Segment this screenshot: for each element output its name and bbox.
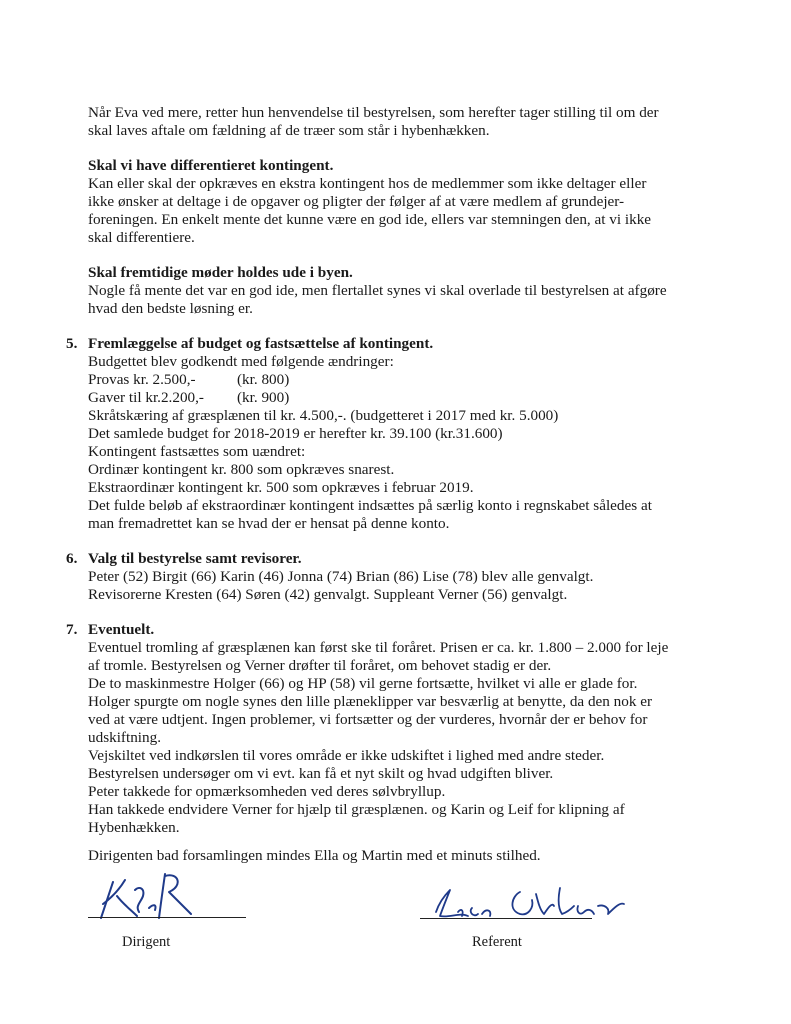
s5-line-8: Ekstraordinær kontingent kr. 500 som opkræves i februar 2019. bbox=[88, 479, 474, 496]
closing-line: Dirigenten bad forsamlingen mindes Ella og Martin med et minuts stilhed. bbox=[88, 847, 541, 864]
s5-line-2a: Provas kr. 2.500,- bbox=[88, 371, 196, 388]
s7-line-11: Hybenhækken. bbox=[88, 819, 180, 836]
s7-heading: Eventuelt. bbox=[88, 621, 155, 638]
diff-line-1: Kan eller skal der opkræves en ekstra kontingent hos de medlemmer som ikke deltager eller bbox=[88, 175, 647, 192]
meetings-heading: Skal fremtidige møder holdes ude i byen. bbox=[88, 264, 353, 281]
s7-line-1: Eventuel tromling af græsplænen kan først ske til foråret. Prisen er ca. kr. 1.800 – 2.000 for leje bbox=[88, 639, 669, 656]
dirigent-signature-line bbox=[88, 917, 246, 918]
s7-line-4: Holger spurgte om nogle synes den lille plæneklipper var besværlig at benytte, da den nok er bbox=[88, 693, 653, 710]
s5-number: 5. bbox=[66, 335, 78, 352]
s5-line-6: Kontingent fastsættes som uændret: bbox=[88, 443, 306, 460]
s5-line-1: Budgettet blev godkendt med følgende ændringer: bbox=[88, 353, 394, 370]
intro-line-2: skal laves aftale om fældning af de træer som står i hybenhækken. bbox=[88, 122, 490, 139]
dirigent-signature bbox=[95, 868, 210, 928]
s6-line-2: Revisorerne Kresten (64) Søren (42) genvalgt. Suppleant Verner (56) genvalgt. bbox=[88, 586, 568, 603]
s7-line-3: De to maskinmestre Holger (66) og HP (58) vil gerne fortsætte, hvilket vi alle er glade for. bbox=[88, 675, 638, 692]
meetings-line-1: Nogle få mente det var en god ide, men flertallet synes vi skal overlade til bestyrelsen at afgøre bbox=[88, 282, 667, 299]
s7-line-8: Bestyrelsen undersøger om vi evt. kan få et nyt skilt og hvad udgiften bliver. bbox=[88, 765, 554, 782]
diff-line-2: ikke ønsker at deltage i de opgaver og pligter der følger af at være medlem af grundejer- bbox=[88, 193, 625, 210]
s7-line-9: Peter takkede for opmærksomheden ved deres sølvbryllup. bbox=[88, 783, 446, 800]
s6-heading: Valg til bestyrelse samt revisorer. bbox=[88, 550, 302, 567]
s5-line-7: Ordinær kontingent kr. 800 som opkræves snarest. bbox=[88, 461, 395, 478]
s5-line-5: Det samlede budget for 2018-2019 er herefter kr. 39.100 (kr.31.600) bbox=[88, 425, 503, 442]
referent-label: Referent bbox=[472, 934, 522, 950]
s5-line-9: Det fulde beløb af ekstraordinær kontingent indsættes på særlig konto i regnskabet således at bbox=[88, 497, 652, 514]
s5-line-3a: Gaver til kr.2.200,- bbox=[88, 389, 204, 406]
referent-signature-line bbox=[420, 918, 592, 919]
s7-line-6: udskiftning. bbox=[88, 729, 161, 746]
intro-line-1: Når Eva ved mere, retter hun henvendelse til bestyrelsen, som herefter tager stilling til om der bbox=[88, 104, 659, 121]
meetings-line-2: hvad den bedste løsning er. bbox=[88, 300, 253, 317]
dirigent-label: Dirigent bbox=[122, 934, 171, 950]
s7-line-5: ved at være udtjent. Ingen problemer, vi fortsætter og der vurderes, hvornår der er behov for bbox=[88, 711, 648, 728]
diff-line-3: foreningen. En enkelt mente det kunne være en god ide, ellers var stemningen den, at vi ikke bbox=[88, 211, 652, 228]
diff-line-4: skal differentiere. bbox=[88, 229, 195, 246]
diff-heading: Skal vi have differentieret kontingent. bbox=[88, 157, 334, 174]
s7-line-2: af tromle. Bestyrelsen og Verner drøfter til foråret, om behovet stadig er der. bbox=[88, 657, 552, 674]
s7-line-7: Vejskiltet ved indkørslen til vores område er ikke udskiftet i lighed med andre steder. bbox=[88, 747, 605, 764]
s7-line-10: Han takkede endvidere Verner for hjælp til græsplænen. og Karin og Leif for klipning af bbox=[88, 801, 625, 818]
s5-line-4: Skråtskæring af græsplænen til kr. 4.500,-. (budgetteret i 2017 med kr. 5.000) bbox=[88, 407, 559, 424]
s6-line-1: Peter (52) Birgit (66) Karin (46) Jonna (74) Brian (86) Lise (78) blev alle genvalgt. bbox=[88, 568, 594, 585]
s5-line-10: man fremadrettet kan se hvad der er hensat på denne konto. bbox=[88, 515, 450, 532]
s5-heading: Fremlæggelse af budget og fastsættelse af kontingent. bbox=[88, 335, 434, 352]
s5-line-2b: (kr. 800) bbox=[237, 371, 290, 388]
s6-number: 6. bbox=[66, 550, 78, 567]
s7-number: 7. bbox=[66, 621, 78, 638]
s5-line-3b: (kr. 900) bbox=[237, 389, 290, 406]
